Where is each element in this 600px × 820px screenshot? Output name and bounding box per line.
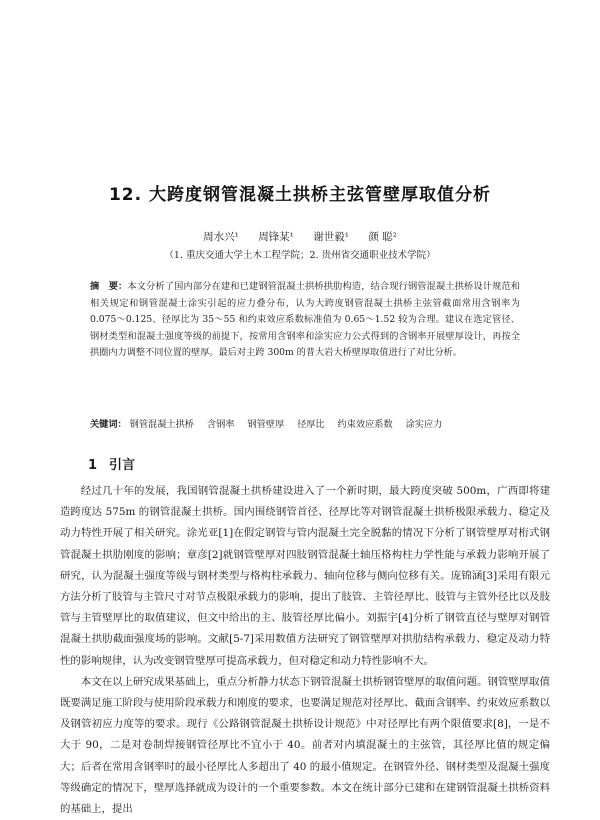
section-title-text: 引言 xyxy=(109,458,136,473)
abstract-label: 摘 要： xyxy=(90,281,128,292)
keywords xyxy=(90,416,520,430)
author-name: 颜 聪² xyxy=(368,231,397,243)
abstract xyxy=(90,279,520,362)
author-name: 周水兴¹ xyxy=(203,231,239,243)
author-name: 谢世毅¹ xyxy=(313,231,349,243)
keywords-label: 关键词： xyxy=(90,419,127,430)
abstract-text: 本文分析了国内部分在建和已建钢管混凝土拱桥拱肋构造，结合现行钢管混凝土拱桥设计规范和相关规定和钢管混凝土涂实引起的应力叠分布，认为大跨度钢管混凝土拱桥主弦管截面常用含钢率为 0.075～0.125、径厚比为 35～55 和约束效应系数标准值为 0.65～1.52 较为合理。建议在选定管径、钢材类型和混凝土强度等级的前提下，按常用含钢率和涂实应力公式得到的含钢率开展壁厚设计，再按全拱圈内力调整不同位置的壁厚。最后对主跨 300m 的普大岩大桥壁厚取值进行了对比分析。 xyxy=(90,281,520,358)
keyword: 钢管混凝土拱桥 xyxy=(129,419,194,430)
body-paragraph: 本文在以上研究成果基础上，重点分析静力状态下钢管混凝土拱桥钢管壁厚的取值问题。钢管壁厚取值既要满足施工阶段与使用阶段承载力和刚度的要求，也要满足规范对径厚比、截面含钢率、约束效应系数以及钢管初应力度等的要求。现行《公路钢管混凝土拱桥设计规范》中对径厚比有两个限值要求[8]，一是不大于 90，二是对卷制焊接钢管径厚比不宜小于 40。前者对内填混凝土的主弦管，其径厚比值的规定偏大；后者在常用含钢率时的最小径厚比人多超出了 40 的最小值规定。在钢管外径、钢材类型及混凝土强度等级确定的情况下，壁厚选择就成为设计的一个重要参数。本文在统计部分已建和在建钢管混凝土拱桥资料的基础上，提出 xyxy=(60,675,550,816)
keyword: 涂实应力 xyxy=(405,419,443,430)
body-text xyxy=(60,481,550,820)
section-number: 1 xyxy=(88,458,98,473)
keyword: 约束效应系数 xyxy=(337,419,393,430)
keyword: 径厚比 xyxy=(297,419,325,430)
author-list xyxy=(0,229,600,244)
paper-title: 12. 大跨度钢管混凝土拱桥主弦管壁厚取值分析 xyxy=(108,185,492,205)
body-paragraph: 经过几十年的发展，我国钢管混凝土拱桥建设进入了一个新时期，最大跨度突破 500m，广西即将建造跨度达 575m 的钢管混凝土拱桥。国内围绕钢管首径、径厚比等对钢管混凝土拱桥极限承载力、稳定及动力特性开展了相关研究。涂光亚[1]在假定钢管与管内混凝土完全脱黏的情况下分析了钢管壁厚对桁式钢管混凝土拱肋刚度的影响；章彦[2]就钢管壁厚对四肢钢管混凝土轴压格构柱力学性能与承载力影响开展了研究，认为混凝土强度等级与钢材类型与格构柱承载力、轴向位移与侧向位移有关。庞锦涵[3]采用有限元方法分析了肢管与主管尺寸对节点极限承载力的影响，提出了肢管、主管径厚比、肢管与主管外径比以及肢管与主管壁厚比的取值建议，但文中给出的主、肢管径厚比偏小。刘振宇[4]分析了钢管直径与壁厚对钢管混凝土拱肋截面强度场的影响。文献[5-7]采用数值方法研究了钢管壁厚对拱肋结构承载力、稳定及动力特性的影响规律，认为改变钢管壁厚可提高承载力，但对稳定和动力特性影响不大。 xyxy=(60,485,550,667)
keyword: 含钢率 xyxy=(206,419,235,430)
author-name: 周锋某¹ xyxy=(258,231,294,243)
keyword: 钢管壁厚 xyxy=(247,419,285,430)
section-heading xyxy=(88,454,135,473)
affiliations: （1. 重庆交通大学土木工程学院；2. 贵州省交通职业技术学院） xyxy=(164,250,436,261)
